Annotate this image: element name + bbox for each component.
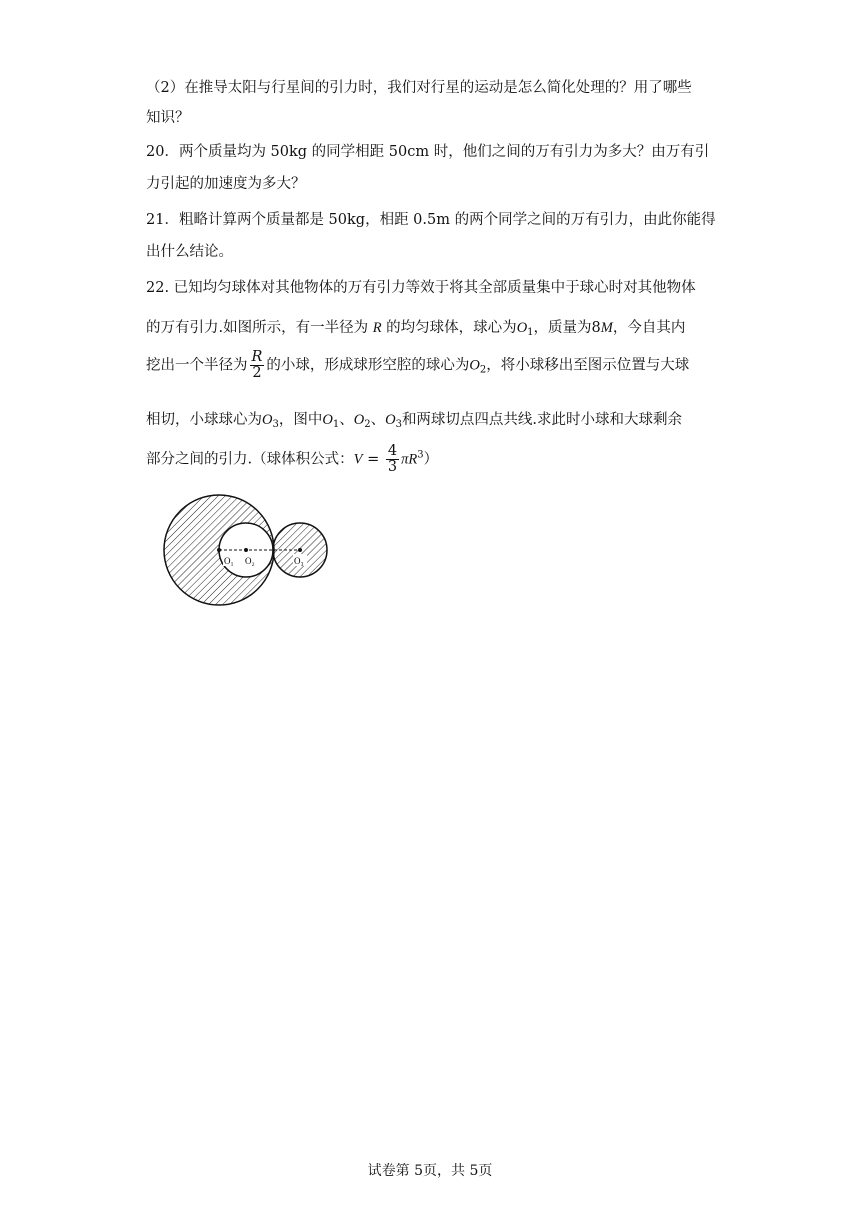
spheres-diagram bbox=[155, 488, 345, 613]
q19-part2-line1: （2）在推导太阳与行星间的引力时，我们对行星的运动是怎么简化处理的？用了哪些 bbox=[146, 80, 692, 96]
point-o3 bbox=[298, 548, 302, 552]
q22-line3: 挖出一个半径为 $\frac{R}{2}$ 的小球，形成球形空腔的球心为$O_2$，将小球移出至图示位置与大球 bbox=[146, 349, 690, 382]
point-o2 bbox=[244, 548, 248, 552]
q22-line2: 的万有引力.如图所示，有一半径为 R 的均匀球体，球心为$O_1$，质量为8M，今自其内 bbox=[146, 320, 686, 338]
q20-line1: 20．两个质量均为 50kg 的同学相距 50cm 时，他们之间的万有引力为多大？由万有引 bbox=[146, 144, 710, 160]
page-footer: 试卷第 5页，共 5页 bbox=[367, 1163, 493, 1179]
q20-line2: 力引起的加速度为多大？ bbox=[146, 176, 306, 192]
fraction-r-over-2: $\frac{R}{2}$ bbox=[251, 349, 263, 382]
label-o2: O₂ bbox=[245, 556, 255, 566]
q21-line2: 出什么结论。 bbox=[146, 244, 233, 260]
q22-line1: 22. 已知均匀球体对其他物体的万有引力等效于将其全部质量集中于球心时对其他物体 bbox=[146, 280, 696, 296]
q21-line1: 21．粗略计算两个质量都是 50kg，相距 0.5m 的两个同学之间的万有引力，由此你能得 bbox=[146, 212, 716, 228]
fraction-4-over-3: $\frac{4}{3}$ bbox=[387, 443, 398, 476]
q19-part2-line2: 知识？ bbox=[146, 110, 190, 126]
label-o3: O₃ bbox=[294, 556, 304, 566]
q22-line4: 相切，小球球心为$O_3$，图中$O_1$、$O_2$、$O_3$和两球切点四点共线.求此时小球和大球剩余 bbox=[146, 412, 683, 430]
label-o1: O₁ bbox=[224, 556, 234, 566]
point-o1 bbox=[217, 548, 221, 552]
q22-line5: 部分之间的引力.（球体积公式：V = $\frac{4}{3}$ $\pi R^3$） bbox=[146, 443, 439, 476]
